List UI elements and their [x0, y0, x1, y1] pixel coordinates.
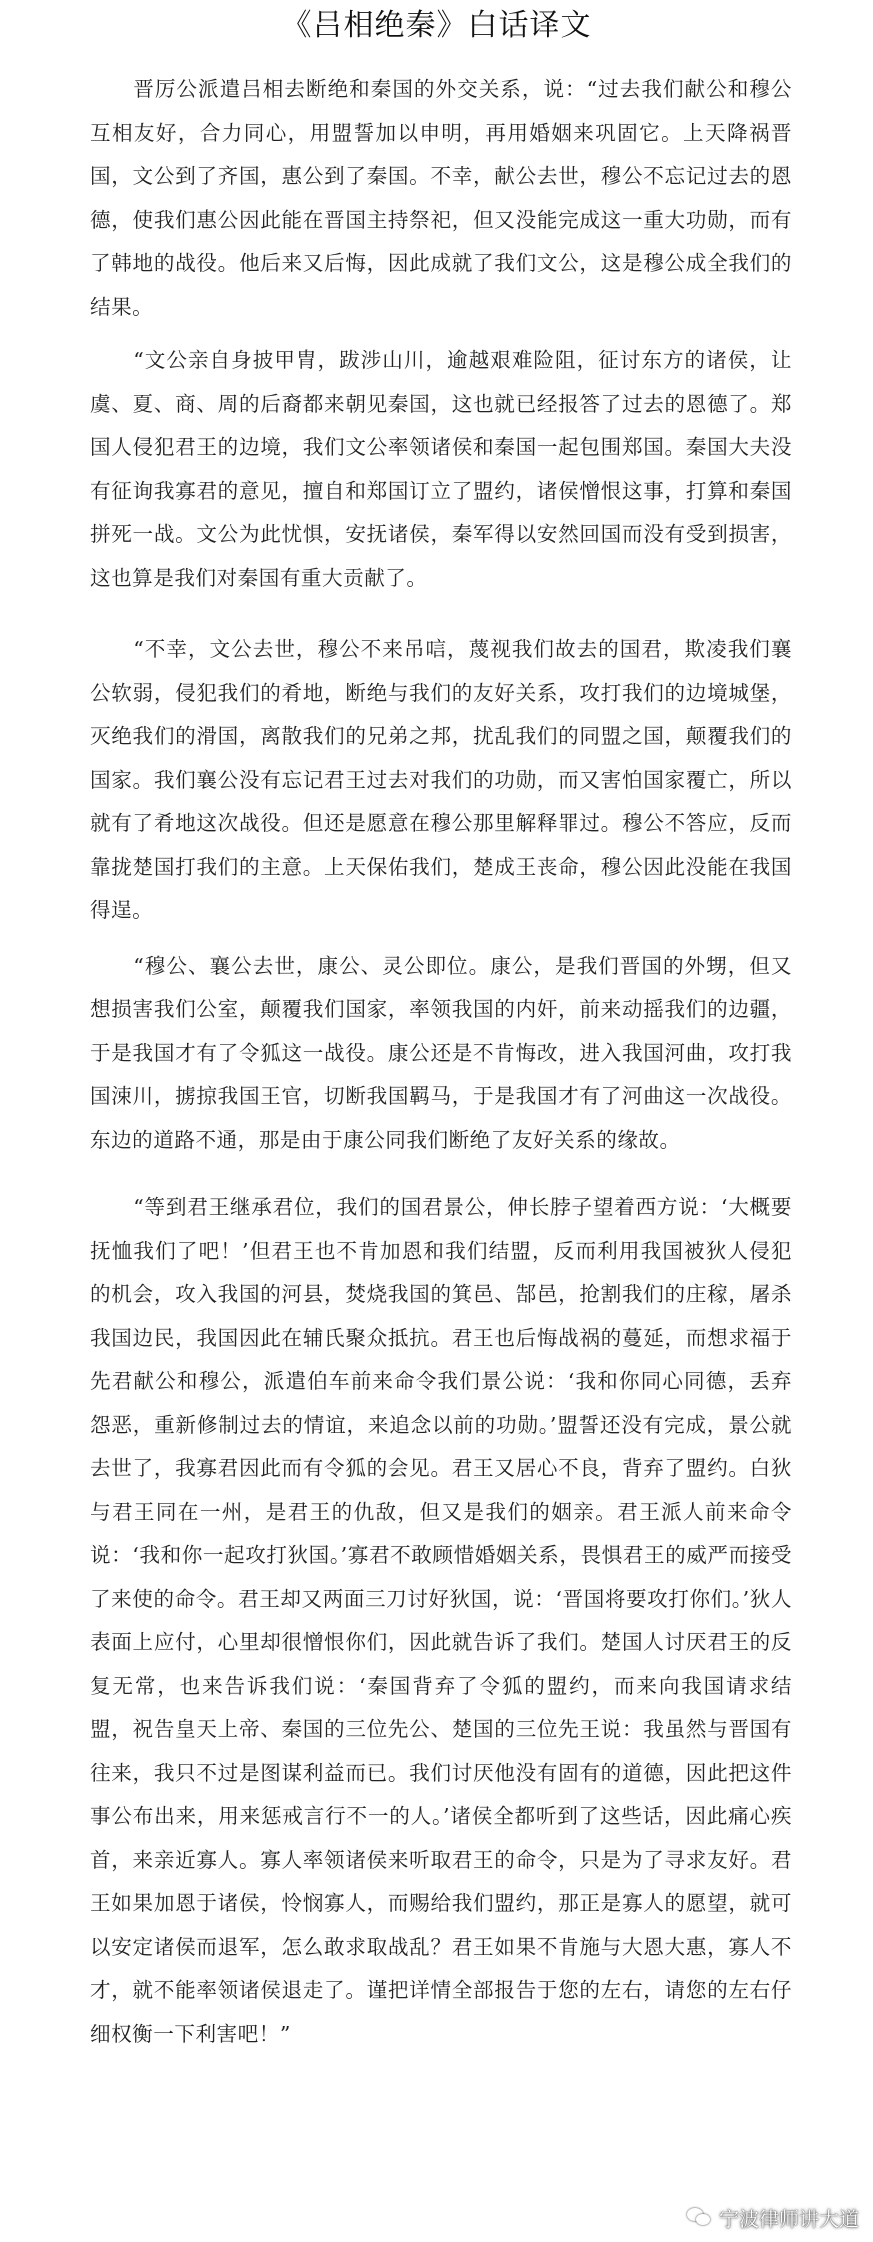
paragraph-3: “不幸，文公去世，穆公不来吊唁，蔑视我们故去的国君，欺凌我们襄公软弱，侵犯我们的肴地，断绝与我们的友好关系，攻打我们的边境城堡，灭绝我们的滑国，离散我们的兄弟之邦，扰乱我们的同盟之国，颠覆我们的国家。我们襄公没有忘记君王过去对我们的功勋，而又害怕国家覆亡，所以就有了肴地这次战役。但还是愿意在穆公那里解释罪过。穆公不答应，反而靠拢楚国打我们的主意。上天保佑我们，楚成王丧命，穆公因此没能在我国得逞。: [90, 637, 792, 922]
watermark-text: 宁波律师讲大道: [719, 2207, 859, 2231]
wechat-icon: [687, 2208, 711, 2228]
paragraph-1: 晋厉公派遣吕相去断绝和秦国的外交关系，说：“过去我们献公和穆公互相友好，合力同心，用盟誓加以申明，再用婚姻来巩固它。上天降祸晋国，文公到了齐国，惠公到了秦国。不幸，献公去世，穆公不忘记过去的恩德，使我们惠公因此能在晋国主持祭祀，但又没能完成这一重大功勋，而有了韩地的战役。他后来又后悔，因此成就了我们文公，这是穆公成全我们的结果。: [90, 77, 792, 319]
watermark: [687, 2203, 859, 2232]
paragraph-4: “穆公、襄公去世，康公、灵公即位。康公，是我们晋国的外甥，但又想损害我们公室，颠覆我们国家，率领我国的内奸，前来动摇我们的边疆，于是我国才有了令狐这一战役。康公还是不肯悔改，进入我国河曲，攻打我国涑川，掳掠我国王官，切断我国羁马，于是我国才有了河曲这一次战役。东边的道路不通，那是由于康公同我们断绝了友好关系的缘故。: [90, 953, 792, 1152]
page-title: 《吕相绝秦》白话译文: [281, 8, 592, 43]
article-body: [90, 68, 792, 2056]
paragraph-2: “文公亲自身披甲胄，跋涉山川，逾越艰难险阻，征讨东方的诸侯，让虞、夏、商、周的后裔都来朝见秦国，这也就已经报答了过去的恩德了。郑国人侵犯君王的边境，我们文公率领诸侯和秦国一起包围郑国。秦国大夫没有征询我寡君的意见，擅自和郑国订立了盟约，诸侯憎恨这事，打算和秦国拼死一战。文公为此忧惧，安抚诸侯，秦军得以安然回国而没有受到损害，这也算是我们对秦国有重大贡献了。: [90, 348, 792, 590]
paragraph-5: “等到君王继承君位，我们的国君景公，伸长脖子望着西方说：‘大概要抚恤我们了吧！’但君王也不肯加恩和我们结盟，反而利用我国被狄人侵犯的机会，攻入我国的河县，焚烧我国的箕邑、郜邑，抢割我们的庄稼，屠杀我国边民，我国因此在辅氏聚众抵抗。君王也后悔战祸的蔓延，而想求福于先君献公和穆公，派遣伯车前来命令我们景公说：‘我和你同心同德，丢弃怨恶，重新修制过去的情谊，来追念以前的功勋。’盟誓还没有完成，景公就去世了，我寡君因此而有令狐的会见。君王又居心不良，背弃了盟约。白狄与君王同在一州，是君王的仇敌，但又是我们的姻亲。君王派人前来命令说：‘我和你一起攻打狄国。’寡君不敢顾惜婚姻关系，畏惧君王的威严而接受了来使的命令。君王却又两面三刀讨好狄国，说：‘晋国将要攻打你们。’狄人表面上应付，心里却很憎恨你们，因此就告诉了我们。楚国人讨厌君王的反复无常，也来告诉我们说：‘秦国背弃了令狐的盟约，而来向我国请求结盟，祝告皇天上帝、秦国的三位先公、楚国的三位先王说：我虽然与晋国有往来，我只不过是图谋利益而已。我们讨厌他没有固有的道德，因此把这件事公布出来，用来惩戒言行不一的人。’诸侯全都听到了这些话，因此痛心疾首，来亲近寡人。寡人率领诸侯来听取君王的命令，只是为了寻求友好。君王如果加恩于诸侯，怜悯寡人，而赐给我们盟约，那正是寡人的愿望，就可以安定诸侯而退军，怎么敢求取战乱？君王如果不肯施与大恩大惠，寡人不才，就不能率领诸侯退走了。谨把详情全部报告于您的左右，请您的左右仔细权衡一下利害吧！”: [90, 1195, 792, 2046]
